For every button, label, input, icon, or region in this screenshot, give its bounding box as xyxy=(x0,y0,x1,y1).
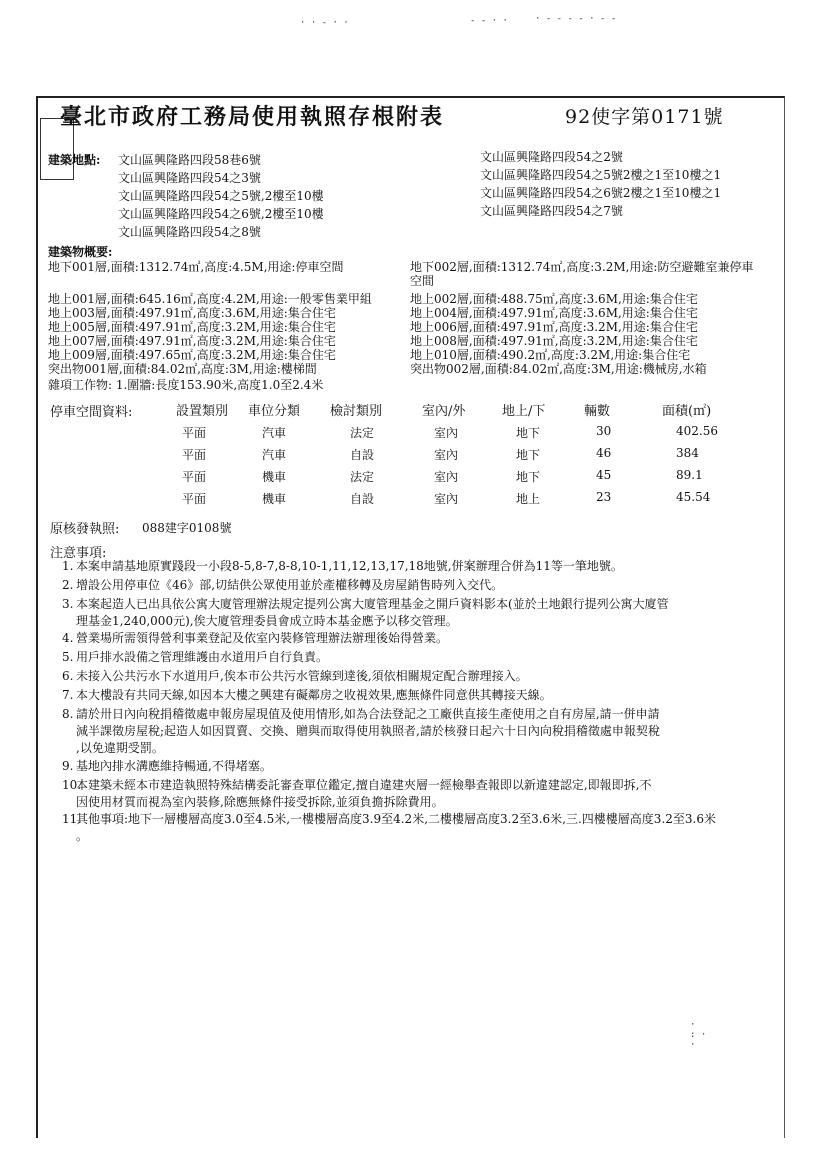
note-item xyxy=(62,687,782,704)
parking-header-review: 檢討類別 xyxy=(330,404,383,419)
note-number: 7. xyxy=(62,688,74,702)
note-item xyxy=(62,668,782,685)
note-number: 1. xyxy=(62,559,74,573)
cell-inout: 室內 xyxy=(434,448,459,462)
address-right-4: 文山區興隆路四段54之7號 xyxy=(480,204,623,218)
cell-area: 45.54 xyxy=(676,490,711,504)
floor-right-6: 突出物002層,面積:84.02㎡,高度:3M,用途:機械房,水箱 xyxy=(410,362,707,376)
cell-type: 平面 xyxy=(182,492,207,506)
parking-header-count: 輛數 xyxy=(584,404,611,419)
parking-header-updown: 地上/下 xyxy=(502,404,546,419)
note-number: 3. xyxy=(62,597,74,611)
address-left-4: 文山區興隆路四段54之6號,2樓至10樓 xyxy=(118,207,324,221)
cell-area: 384 xyxy=(676,446,699,460)
notes-label: 注意事項: xyxy=(50,546,107,561)
floor-right-3: 地上006層,面積:497.91㎡,高度:3.2M,用途:集合住宅 xyxy=(410,320,698,334)
note-number: 10. xyxy=(62,778,82,792)
cell-inout: 室內 xyxy=(434,470,459,484)
floor-left-1: 地上001層,面積:645.16㎡,高度:4.2M,用途:一般零售業甲組 xyxy=(48,292,372,306)
cell-updown: 地下 xyxy=(516,448,541,462)
cell-review: 自設 xyxy=(350,492,375,506)
cell-updown: 地上 xyxy=(516,492,541,506)
address-right-1: 文山區興隆路四段54之2號 xyxy=(480,150,623,164)
note-item xyxy=(62,811,782,845)
floor-b1: 地下001層,面積:1312.74㎡,高度:4.5M,用途:停車空間 xyxy=(48,260,344,274)
address-left-5: 文山區興隆路四段54之8號 xyxy=(118,225,261,239)
note-text: 基地內排水溝應維持暢通,不得堵塞。 xyxy=(76,759,272,773)
scan-speck: - - · · xyxy=(470,16,508,26)
cell-count: 46 xyxy=(596,446,612,460)
parking-header-class: 車位分類 xyxy=(248,404,301,419)
scan-speck: · - - - - · - - xyxy=(535,14,617,24)
note-text-cont: 。 xyxy=(76,829,89,843)
cell-area: 402.56 xyxy=(676,424,718,438)
cell-class: 汽車 xyxy=(262,448,287,462)
parking-header-inout: 室內/外 xyxy=(422,404,466,419)
note-text: 本大樓設有共同天線,如因本大樓之興建有礙鄰房之收視效果,應無條件同意供其轉接天線。 xyxy=(76,688,552,702)
note-text-cont: 理基金1,240,000元),俟大廈管理委員會成立時本基金應予以移交管理。 xyxy=(76,614,458,628)
cell-count: 23 xyxy=(596,490,612,504)
note-text: 用戶排水設備之管理維護由水道用戶自行負責。 xyxy=(76,650,329,664)
note-text-cont: 減半課徵房屋稅;起造人如因買賣、交換、贈與而取得使用執照者,請於核發日起六十日內向稅捐稽徵處申報契稅 xyxy=(76,724,660,738)
parking-header-type: 設置類別 xyxy=(176,404,229,419)
note-item xyxy=(62,596,782,630)
address-left-1: 文山區興隆路四段58巷6號 xyxy=(118,153,261,167)
note-item xyxy=(62,758,782,775)
floor-right-1: 地上002層,面積:488.75㎡,高度:3.6M,用途:集合住宅 xyxy=(410,292,698,306)
cell-updown: 地下 xyxy=(516,426,541,440)
cell-updown: 地下 xyxy=(516,470,541,484)
floor-right-2: 地上004層,面積:497.91㎡,高度:3.6M,用途:集合住宅 xyxy=(410,306,698,320)
cell-review: 法定 xyxy=(350,470,375,484)
cell-class: 機車 xyxy=(262,492,287,506)
floor-right-5: 地上010層,面積:490.2㎡,高度:3.2M,用途:集合住宅 xyxy=(410,348,691,362)
note-text: 其他事項:地下一層樓層高度3.0至4.5米,一樓樓層高度3.9至4.2米,二樓樓層高度3.2至3.6米,三.四樓樓層高度3.2至3.6米 xyxy=(76,812,716,826)
floor-left-2: 地上003層,面積:497.91㎡,高度:3.6M,用途:集合住宅 xyxy=(48,306,336,320)
cell-area: 89.1 xyxy=(676,468,703,482)
cell-count: 30 xyxy=(596,424,612,438)
note-item xyxy=(62,558,782,575)
floor-left-5: 地上009層,面積:497.65㎡,高度:3.2M,用途:集合住宅 xyxy=(48,348,336,362)
floor-left-3: 地上005層,面積:497.91㎡,高度:3.2M,用途:集合住宅 xyxy=(48,320,336,334)
note-number: 6. xyxy=(62,669,74,683)
cell-inout: 室內 xyxy=(434,492,459,506)
cell-review: 法定 xyxy=(350,426,375,440)
note-text: 未接入公共污水下水道用戶,俟本市公共污水管線到達後,須依相關規定配合辦理接入。 xyxy=(76,669,528,683)
note-text-cont: 因使用材質而視為室內裝修,除應無條件接受拆除,並須負擔拆除費用。 xyxy=(76,795,444,809)
note-text: 營業場所需領得營利事業登記及依室內裝修管理辦法辦理後始得營業。 xyxy=(76,631,449,645)
note-item xyxy=(62,706,782,757)
note-number: 4. xyxy=(62,631,74,645)
cell-type: 平面 xyxy=(182,448,207,462)
document-title: 臺北市政府工務局使用執照存根附表 xyxy=(60,104,445,130)
note-number: 2. xyxy=(62,578,74,592)
address-right-3: 文山區興隆路四段54之6號2樓之1至10樓之1 xyxy=(480,186,722,200)
cell-count: 45 xyxy=(596,468,612,482)
note-item xyxy=(62,777,782,811)
floor-left-4: 地上007層,面積:497.91㎡,高度:3.2M,用途:集合住宅 xyxy=(48,334,336,348)
misc-works: 雜項工作物: 1.圍牆:長度153.90米,高度1.0至2.4米 xyxy=(48,378,324,392)
note-number: 8. xyxy=(62,707,74,721)
floor-b2-cont: 空間 xyxy=(410,274,435,288)
note-item xyxy=(62,649,782,666)
note-item xyxy=(62,630,782,647)
note-text: 本案起造人已出具依公寓大廈管理辦法規定提列公寓大廈管理基金之開戶資料影本(並於土地銀行提列公寓大廈管 xyxy=(76,597,669,611)
address-left-3: 文山區興隆路四段54之5號,2樓至10樓 xyxy=(118,189,324,203)
cell-type: 平面 xyxy=(182,426,207,440)
floor-right-4: 地上008層,面積:497.91㎡,高度:3.2M,用途:集合住宅 xyxy=(410,334,698,348)
cell-class: 汽車 xyxy=(262,426,287,440)
parking-header-area: 面積(㎡) xyxy=(662,404,712,419)
original-permit-label: 原核發執照: xyxy=(50,522,120,537)
cell-review: 自設 xyxy=(350,448,375,462)
address-left-2: 文山區興隆路四段54之3號 xyxy=(118,171,261,185)
scan-speck: · · - · · xyxy=(300,18,349,28)
note-item xyxy=(62,577,782,594)
address-right-2: 文山區興隆路四段54之5號2樓之1至10樓之1 xyxy=(480,168,722,182)
permit-number: 92使字第0171號 xyxy=(565,106,724,128)
cell-inout: 室內 xyxy=(434,426,459,440)
floor-b2: 地下002層,面積:1312.74㎡,高度:3.2M,用途:防空避難室兼停車 xyxy=(410,260,754,274)
note-text: 本案申請基地原實踐段一小段8-5,8-7,8-8,10-1,11,12,13,17,18地號,併案辦理合併為11等一筆地號。 xyxy=(76,559,623,573)
cell-class: 機車 xyxy=(262,470,287,484)
note-text: 本建築未經本市建造執照特殊結構委託審查單位鑑定,擅自違建夾層一經檢舉查報即以新違建認定,即報即拆,不 xyxy=(76,778,652,792)
overview-label: 建築物概要: xyxy=(48,245,113,259)
parking-label: 停車空間資料: xyxy=(50,405,133,420)
note-text: 請於卅日內向稅捐稽徵處申報房屋現值及使用情形,如為合法登記之工廠供直接生產使用之自有房屋,請一併申請 xyxy=(76,707,660,721)
address-label: 建築地點: xyxy=(48,153,101,167)
note-text: 增設公用停車位《46》部,切結供公眾使用並於產權移轉及房屋銷售時列入交代。 xyxy=(76,578,504,592)
note-number: 11. xyxy=(62,812,82,826)
note-number: 9. xyxy=(62,759,74,773)
cell-type: 平面 xyxy=(182,470,207,484)
note-text-cont: ,以免違期受罰。 xyxy=(76,741,164,755)
scan-speck: · : · · xyxy=(690,1020,707,1050)
original-permit-value: 088建字0108號 xyxy=(142,521,232,535)
floor-left-6: 突出物001層,面積:84.02㎡,高度:3M,用途:樓梯間 xyxy=(48,362,317,376)
note-number: 5. xyxy=(62,650,74,664)
